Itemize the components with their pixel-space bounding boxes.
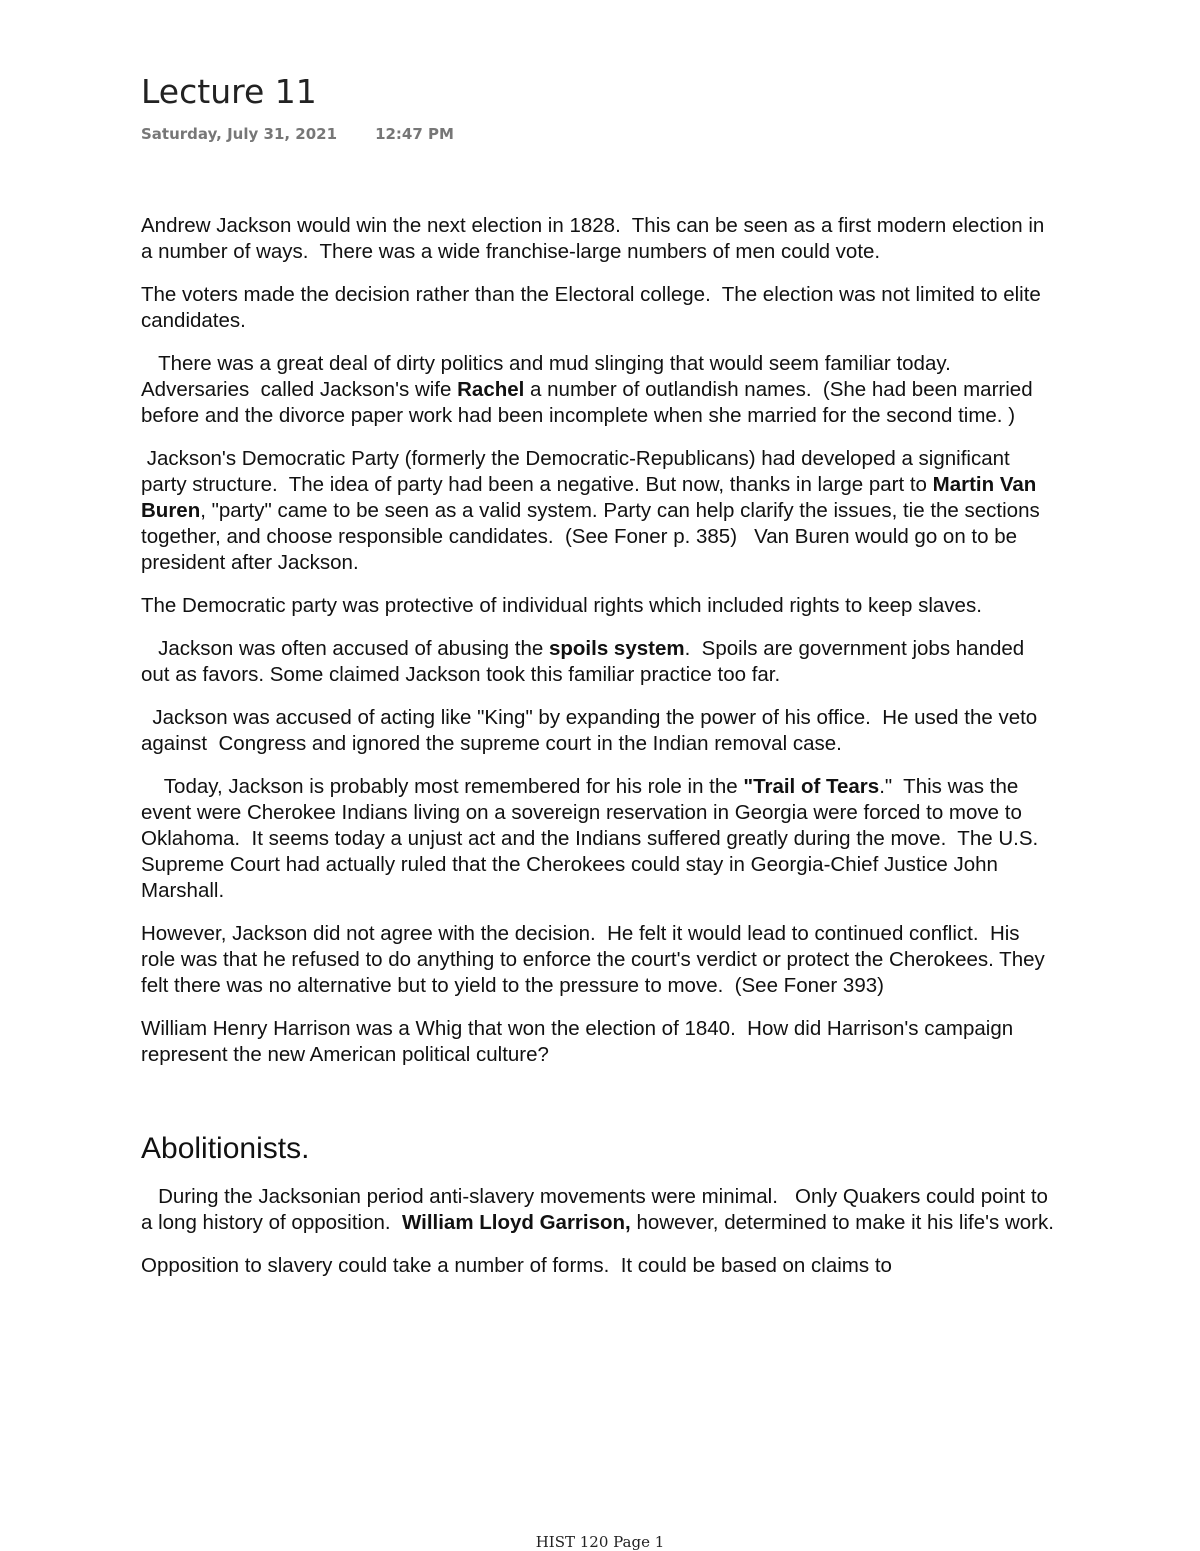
section-heading: Abolitionists.: [141, 1132, 310, 1165]
paragraph-3: [141, 351, 1056, 429]
paragraph-5: The Democratic party was protective of individual rights which included rights to keep slaves.: [141, 594, 982, 617]
paragraph-text: During the Jacksonian period anti-slavery movements were minimal. Only Quakers could point to a long history of opposition.: [141, 1185, 1054, 1234]
bold-term: spoils system: [548, 637, 685, 660]
page-title: Lecture 11: [141, 72, 317, 111]
page-time: 12:47 PM: [375, 125, 454, 143]
paragraph-1: Andrew Jackson would win the next election in 1828. This can be seen as a first modern election in a number of ways. There was a wide franchise-large numbers of men could vote.: [141, 214, 1050, 263]
page-footer: HIST 120 Page 1: [535, 1533, 665, 1551]
section-paragraph-1: [141, 1184, 1056, 1236]
paragraph-text: There was a great deal of dirty politics and mud slinging that would seem familiar today. Adversaries called Jackson's wife: [141, 352, 962, 401]
note-page: [141, 72, 1056, 1296]
bold-term: William Lloyd Garrison,: [401, 1211, 631, 1234]
paragraph-text: Today, Jackson is probably most remembered for his role in the: [141, 775, 744, 798]
paragraph-text: however, determined to make it his life's work.: [630, 1211, 1054, 1234]
paragraph-text: ." This was the event were Cherokee Indians living on a sovereign reservation in Georgia were forced to move to Oklahoma. It seems today a unjust act and the Indians suffered greatly during the move. The U.S. Supreme Court had actually ruled that the Cherokees could stay in Georgia-Chief Justice John Marshall.: [141, 775, 1044, 902]
paragraph-8: [141, 774, 1056, 904]
paragraph-text: Jackson's Democratic Party (formerly the Democratic-Republicans) had developed a significant party structure. The idea of party had been a negative. But now, thanks in large part to: [141, 447, 1016, 496]
bold-term: "Trail of Tears: [743, 775, 880, 798]
page-date: Saturday, July 31, 2021: [141, 125, 338, 143]
paragraph-7: Jackson was accused of acting like "King" by expanding the power of his office. He used the veto against Congress and ignored the supreme court in the Indian removal case.: [141, 706, 1043, 755]
note-body: [141, 213, 1056, 1279]
paragraph-text: . Spoils are government jobs handed out as favors. Some claimed Jackson took this familiar practice too far.: [141, 637, 1030, 686]
page-timestamp: [141, 125, 1056, 143]
bold-term: Martin Van Buren: [141, 473, 1043, 522]
paragraph-text: Jackson was often accused of abusing the: [141, 637, 549, 660]
paragraph-text: , "party" came to be seen as a valid system. Party can help clarify the issues, tie the sections together, and choose responsible candidates. (See Foner p. 385) Van Buren would go on to be president after Jackson.: [141, 499, 1046, 574]
paragraph-6: [141, 636, 1056, 688]
paragraph-9: However, Jackson did not agree with the decision. He felt it would lead to continued conflict. His role was that he refused to do anything to enforce the court's verdict or protect the Cherokees. They felt there was no alternative but to yield to the pressure to move. (See Foner 393): [141, 922, 1051, 997]
paragraph-10: William Henry Harrison was a Whig that won the election of 1840. How did Harrison's campaign represent the new American political culture?: [141, 1017, 1019, 1066]
paragraph-2: The voters made the decision rather than the Electoral college. The election was not limited to elite candidates.: [141, 283, 1047, 332]
bold-term: Rachel: [457, 378, 525, 401]
section-paragraph-2: Opposition to slavery could take a number of forms. It could be based on claims to: [141, 1254, 892, 1277]
paragraph-4: [141, 446, 1056, 576]
paragraph-text: a number of outlandish names. (She had been married before and the divorce paper work had been incomplete when she married for the second time. ): [141, 378, 1039, 427]
